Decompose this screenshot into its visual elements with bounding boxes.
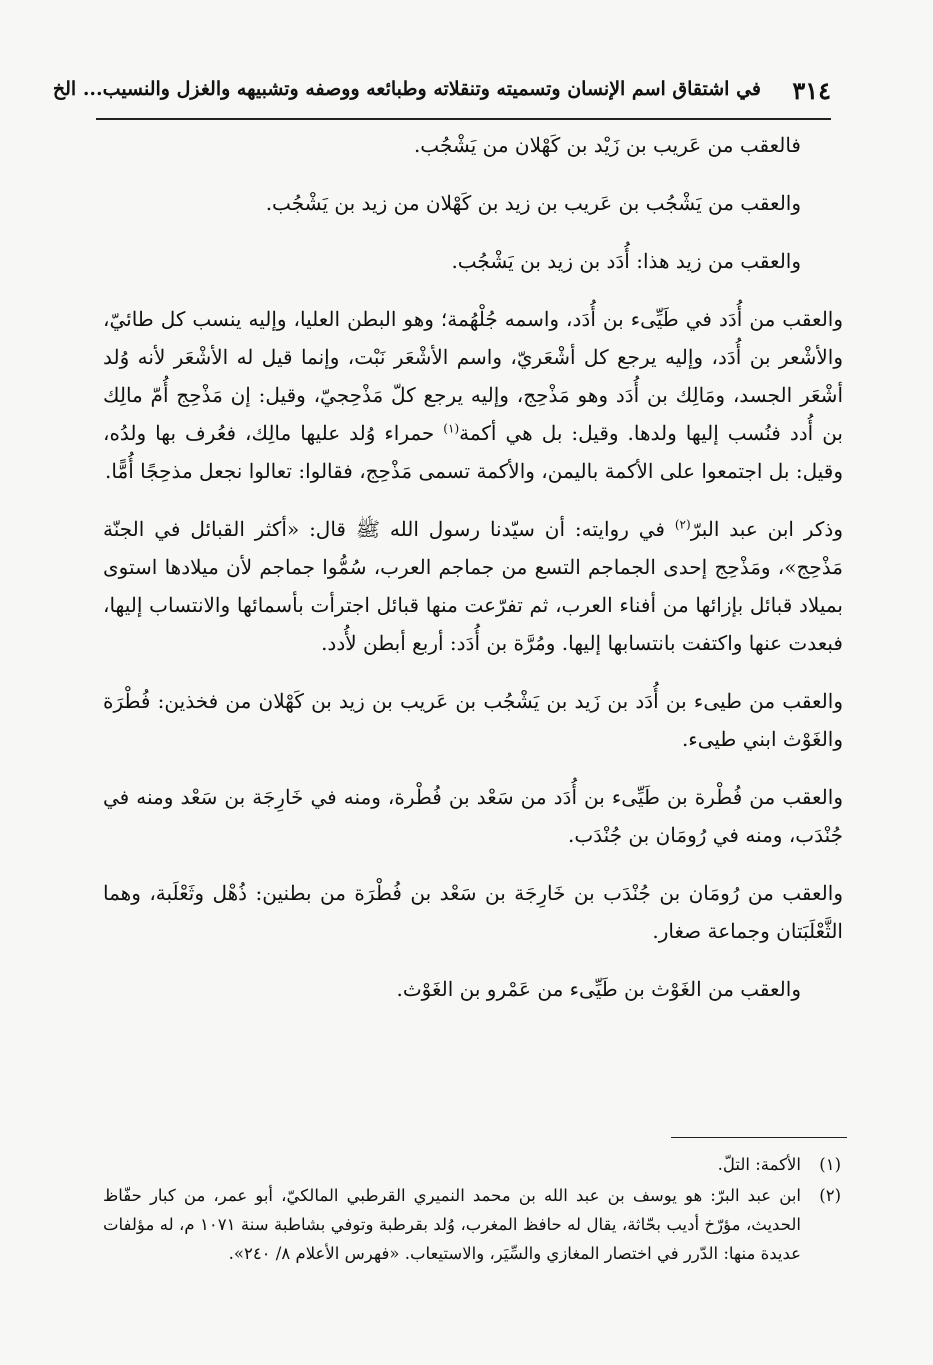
- footnotes: [103, 1150, 841, 1270]
- paragraph: [103, 126, 843, 164]
- paragraph: [103, 300, 843, 490]
- paragraph-text: والعقب من رُومَان بن جُنْدَب بن خَارِجَة بن سَعْد بن فُطْرَة من بطنين: ذُهْل وثَعْلَبة، وهما الثَّعْلَبَتان وجماعة صغار.: [103, 881, 843, 943]
- page-header: [52, 72, 831, 120]
- paragraph-text: حمراء وُلد عليها مالِك، فعُرف بها ولدُه، وقيل: بل اجتمعوا على الأكمة باليمن، والأكمة تسمى مَذْحِج، فقالوا: تعالوا نجعل مذحِجًا أُمًّا.: [103, 421, 843, 483]
- paragraph-text: والعقب من فُطْرة بن طَيِّىء بن أُدَد من سَعْد بن فُطْرة، ومنه في خَارِجَة بن سَعْد ومنه في جُنْدَب، ومنه في رُومَان بن جُنْدَب.: [103, 785, 843, 847]
- paragraph: [103, 510, 843, 662]
- paragraph-text: والعقب من زيد هذا: أُدَد بن زيد بن يَشْجُب.: [451, 249, 801, 273]
- footnote: [103, 1150, 841, 1179]
- paragraph: [103, 778, 843, 854]
- paragraph: [103, 874, 843, 950]
- paragraph: [103, 242, 843, 280]
- footnote-divider: [671, 1137, 847, 1138]
- paragraph: [103, 970, 843, 1008]
- paragraph-text: فالعقب من عَريب بن زَيْد بن كَهْلان من يَشْجُب.: [413, 133, 801, 157]
- paragraph-text: والعقب من أُدَد في طَيِّىء بن أُدَد، واسمه جُلْهُمة؛ وهو البطن العليا، وإليه ينسب كل طائيّ، والأشْعر بن أُدَد، وإليه يرجع كل أشْعَريّ، واسم الأشْعَر نَبْت، وإنما قيل له الأشْعَر لأنه وُلد أشْعَر الجسد، ومَالِك بن أُدَد وهو مَذْحِج، وإليه يرجع كلّ مَذْحِجيّ، وقيل: إن مَذْحِج أُمّ مالِك بن أُدد فنُسب إليها ولدها. وقيل: بل هي أكمة: [103, 307, 843, 445]
- main-text: [103, 126, 843, 1028]
- footnote-number: (١): [819, 1155, 841, 1174]
- paragraph-text: وذكر ابن عبد البرّ: [690, 517, 843, 541]
- paragraph-text: والعقب من يَشْجُب بن عَريب بن زيد بن كَهْلان من زيد بن يَشْجُب.: [265, 191, 801, 215]
- running-title: في اشتقاق اسم الإنسان وتسميته وتنقلاته وطبائعه ووصفه وتشبيهه والغزل والنسيب... الخ: [52, 78, 761, 100]
- paragraph: [103, 184, 843, 222]
- paragraph-text: والعقب من طيىء بن أُدَد بن زَيد بن يَشْجُب بن عَريب بن زيد بن كَهْلان من فخذين: فُطْرَة والغَوْث ابني طيىء.: [103, 689, 843, 751]
- footnote-ref[interactable]: (٢): [674, 517, 691, 532]
- footnote-number: (٢): [819, 1186, 841, 1205]
- footnote-text: الأكمة: التلّ.: [717, 1155, 801, 1174]
- paragraph: [103, 682, 843, 758]
- footnote-text: ابن عبد البرّ: هو يوسف بن عبد الله بن محمد النميري القرطبي المالكيّ، أبو عمر، من كبار حفّاظ الحديث، مؤرّخ أديب بحّاثة، يقال له حافظ المغرب، وُلد بقرطبة وتوفي بشاطبة سنة ١٠٧١ م، له مؤلفات عديدة منها: الدّرر في اختصار المغازي والسِّيَر، والاستيعاب. «فهرس الأعلام ٨/ ٢٤٠».: [103, 1186, 801, 1263]
- footnote: [103, 1181, 841, 1268]
- paragraph-text: والعقب من الغَوْث بن طَيِّىء من عَمْرو بن الغَوْث.: [396, 977, 801, 1001]
- paragraph-text: في روايته: أن سيّدنا رسول الله ﷺ قال: «أكثر القبائل في الجنّة مَذْحِج»، ومَذْحِج إحدى الجماجم التسع من جماجم العرب، سُمُّوا جماجم لأن ميلادها استوى بميلاد قبائل بإزائها من أفناء العرب، ثم تفرّعت منها قبائل اجترأت بأسمائها والانتساب إليها، فبعدت عنها واكتفت بانتسابها إليها. ومُرَّة بن أُدَد: أربع أبطن لأُدد.: [103, 517, 843, 655]
- page-number: ٣١٤: [792, 76, 831, 105]
- footnote-ref[interactable]: (١): [443, 421, 460, 436]
